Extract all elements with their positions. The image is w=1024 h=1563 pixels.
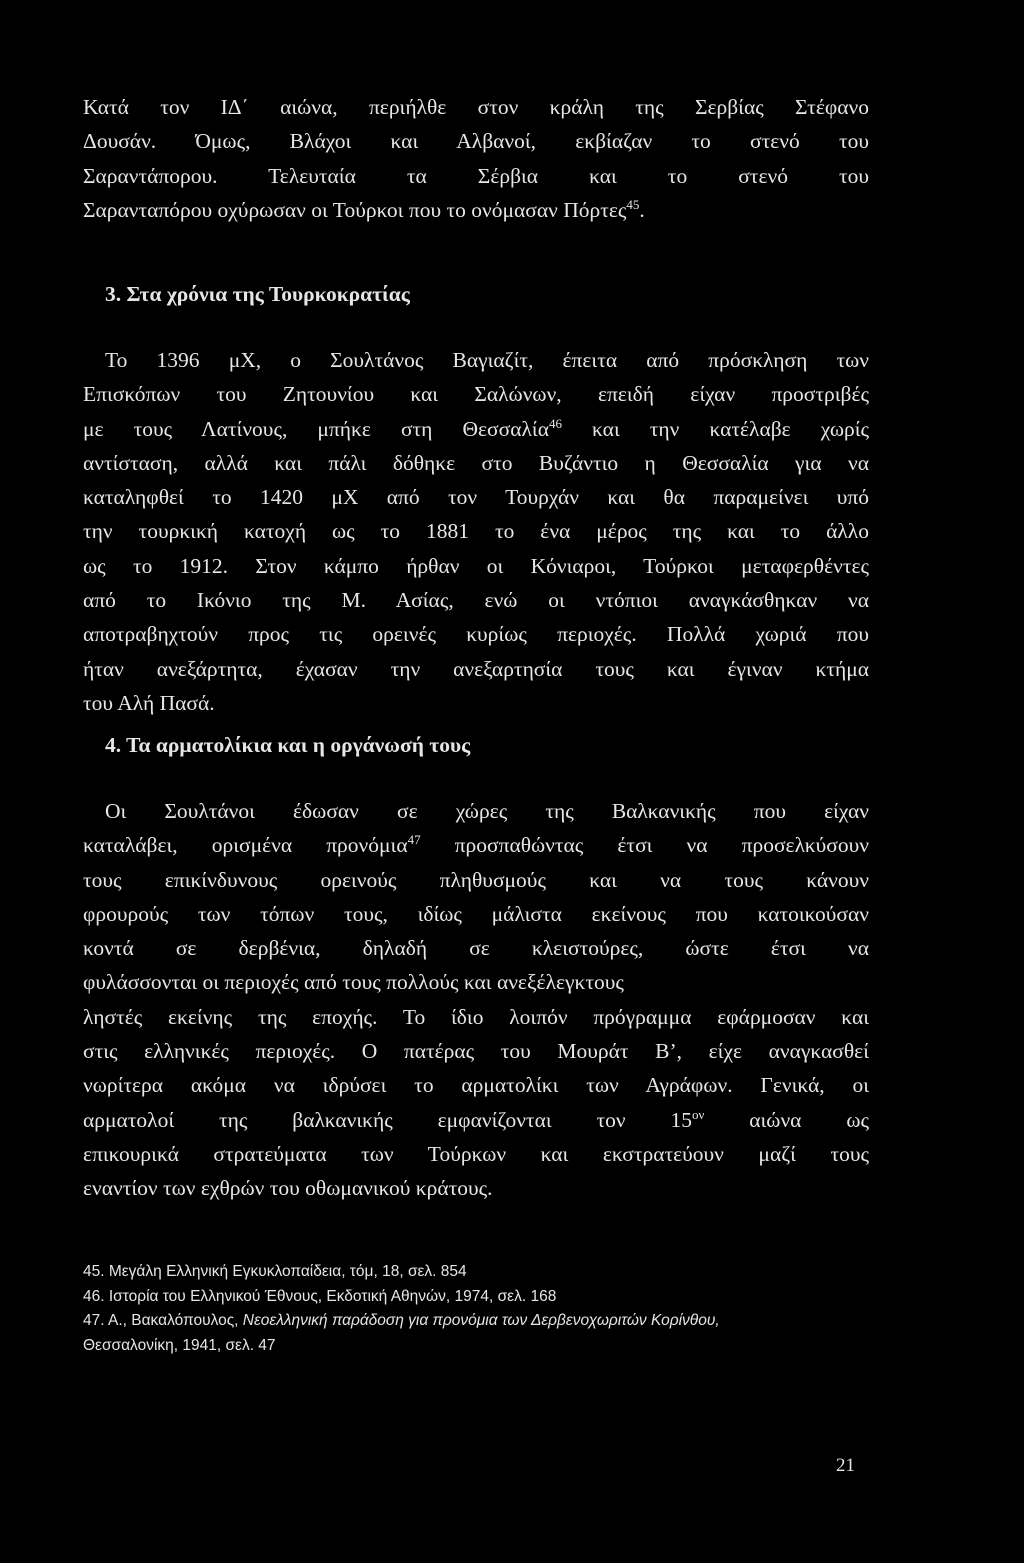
paragraph-line: Το 1396 μΧ, ο Σουλτάνος Βαγιαζίτ, έπειτα από πρόσκληση των bbox=[105, 348, 869, 372]
page-number: 21 bbox=[836, 1455, 855, 1476]
footnote-ref-45: 45 bbox=[626, 196, 640, 212]
paragraph-line: Επισκόπων του Ζητουνίου και Σαλώνων, επειδή είχαν προστριβές bbox=[83, 382, 869, 407]
paragraph-line: καταληφθεί το 1420 μΧ από τον Τουρχάν και θα παραμείνει υπό bbox=[83, 485, 869, 510]
paragraph-line: Σαρανταπόρου οχύρωσαν οι Τούρκοι που το ονόμασαν Πόρτες$^{45}$. bbox=[83, 196, 645, 222]
paragraph-turkish-rule bbox=[83, 343, 869, 720]
paragraph-line: την τουρκική κατοχή ως το 1881 το ένα μέρος της και το άλλο bbox=[83, 519, 869, 544]
paragraph-line: καταλάβει, ορισμένα προνόμια$^{47}$ προσπαθώντας έτσι να προσελκύσουν bbox=[83, 832, 869, 858]
section-heading-3: 3. Στα χρόνια της Τουρκοκρατίας bbox=[105, 282, 410, 306]
paragraph-line: Κατά τον ΙΔ΄ αιώνα, περιήλθε στον κράλη της Σερβίας Στέφανο bbox=[83, 95, 869, 119]
section-heading-4: 4. Τα αρματολίκια και η οργάνωσή τους bbox=[105, 733, 471, 757]
footnote-ref-46: 46 bbox=[548, 415, 562, 431]
footnote-47-continued: Θεσσαλονίκη, 1941, σελ. 47 bbox=[83, 1336, 276, 1354]
paragraph-line: νωρίτερα ακόμα να ιδρύσει το αρματολίκι των Αγράφων. Γενικά, οι bbox=[83, 1073, 869, 1098]
paragraph-line: κοντά σε δερβένια, δηλαδή σε κλειστούρες, ώστε έτσι να bbox=[83, 936, 869, 961]
paragraph-line: τους επικίνδυνους ορεινούς πληθυσμούς και να τους κάνουν bbox=[83, 867, 869, 892]
paragraph-line: αρματολοί της βαλκανικής εμφανίζονται τον $15^{o\nu}$ αιώνα ως bbox=[83, 1106, 869, 1132]
footnote-46: 46. Ιστορία του Ελληνικού Έθνους, Εκδοτική Αθηνών, 1974, σελ. 168 bbox=[83, 1287, 557, 1305]
paragraph-line: φρουρούς των τόπων τους, ιδίως μάλιστα εκείνους που κατοικούσαν bbox=[83, 901, 869, 926]
paragraph-line: επικουρικά στρατεύματα των Τούρκων και εκστρατεύουν μαζί τους bbox=[83, 1141, 869, 1166]
paragraph-line: αντίσταση, αλλά και πάλι δόθηκε στο Βυζάντιο η Θεσσαλία για να bbox=[83, 450, 869, 475]
paragraph-line: αποτραβηχτούν προς τις ορεινές κυρίως περιοχές. Πολλά χωριά που bbox=[83, 622, 869, 647]
footnotes bbox=[83, 1260, 869, 1358]
paragraph-line: ως το 1912. Στον κάμπο ήρθαν οι Κόνιαροι, Τούρκοι μεταφερθέντες bbox=[83, 553, 869, 578]
footnote-ref-47: 47 bbox=[407, 832, 421, 848]
paragraph-line: με τους Λατίνους, μπήκε στη Θεσσαλία$^{46}$ και την κατέλαβε χωρίς bbox=[83, 415, 870, 441]
paragraph-line: του Αλή Πασά. bbox=[83, 690, 215, 715]
footnote-45: 45. Μεγάλη Ελληνική Εγκυκλοπαίδεια, τόμ, 18, σελ. 854 bbox=[83, 1263, 467, 1280]
paragraph-line: Σαραντάπορου. Τελευταία τα Σέρβια και το στενό του bbox=[83, 163, 869, 188]
paragraph-intro bbox=[83, 90, 869, 227]
paragraph-line: στις ελληνικές περιοχές. Ο πατέρας του Μουράτ Β’, είχε αναγκασθεί bbox=[83, 1039, 869, 1064]
paragraph-line: ληστές εκείνης της εποχής. Το ίδιο λοιπόν πρόγραμμα εφάρμοσαν και bbox=[83, 1004, 869, 1029]
paragraph-line: Δουσάν. Όμως, Βλάχοι και Αλβανοί, εκβίαζαν το στενό του bbox=[83, 129, 869, 154]
century-suffix: ον bbox=[691, 1106, 705, 1122]
paragraph-armatolikia bbox=[83, 794, 869, 1206]
paragraph-line: ήταν ανεξάρτητα, έχασαν την ανεξαρτησία τους και έγιναν κτήμα bbox=[83, 656, 869, 681]
paragraph-line: από το Ικόνιο της Μ. Ασίας, ενώ οι ντόπιοι αναγκάσθηκαν να bbox=[83, 588, 869, 613]
footnote-47: 47. Α., Βακαλόπουλος, Νεοελληνική παράδοση για προνόμια των Δερβενοχωριτών Κορίνθου, bbox=[83, 1312, 720, 1329]
paragraph-line: Οι Σουλτάνοι έδωσαν σε χώρες της Βαλκανικής που είχαν bbox=[105, 799, 869, 823]
paragraph-line: εναντίον των εχθρών του οθωμανικού κράτους. bbox=[83, 1176, 493, 1201]
paragraph-line: φυλάσσονται οι περιοχές από τους πολλούς και ανεξέλεγκτους bbox=[83, 970, 624, 995]
